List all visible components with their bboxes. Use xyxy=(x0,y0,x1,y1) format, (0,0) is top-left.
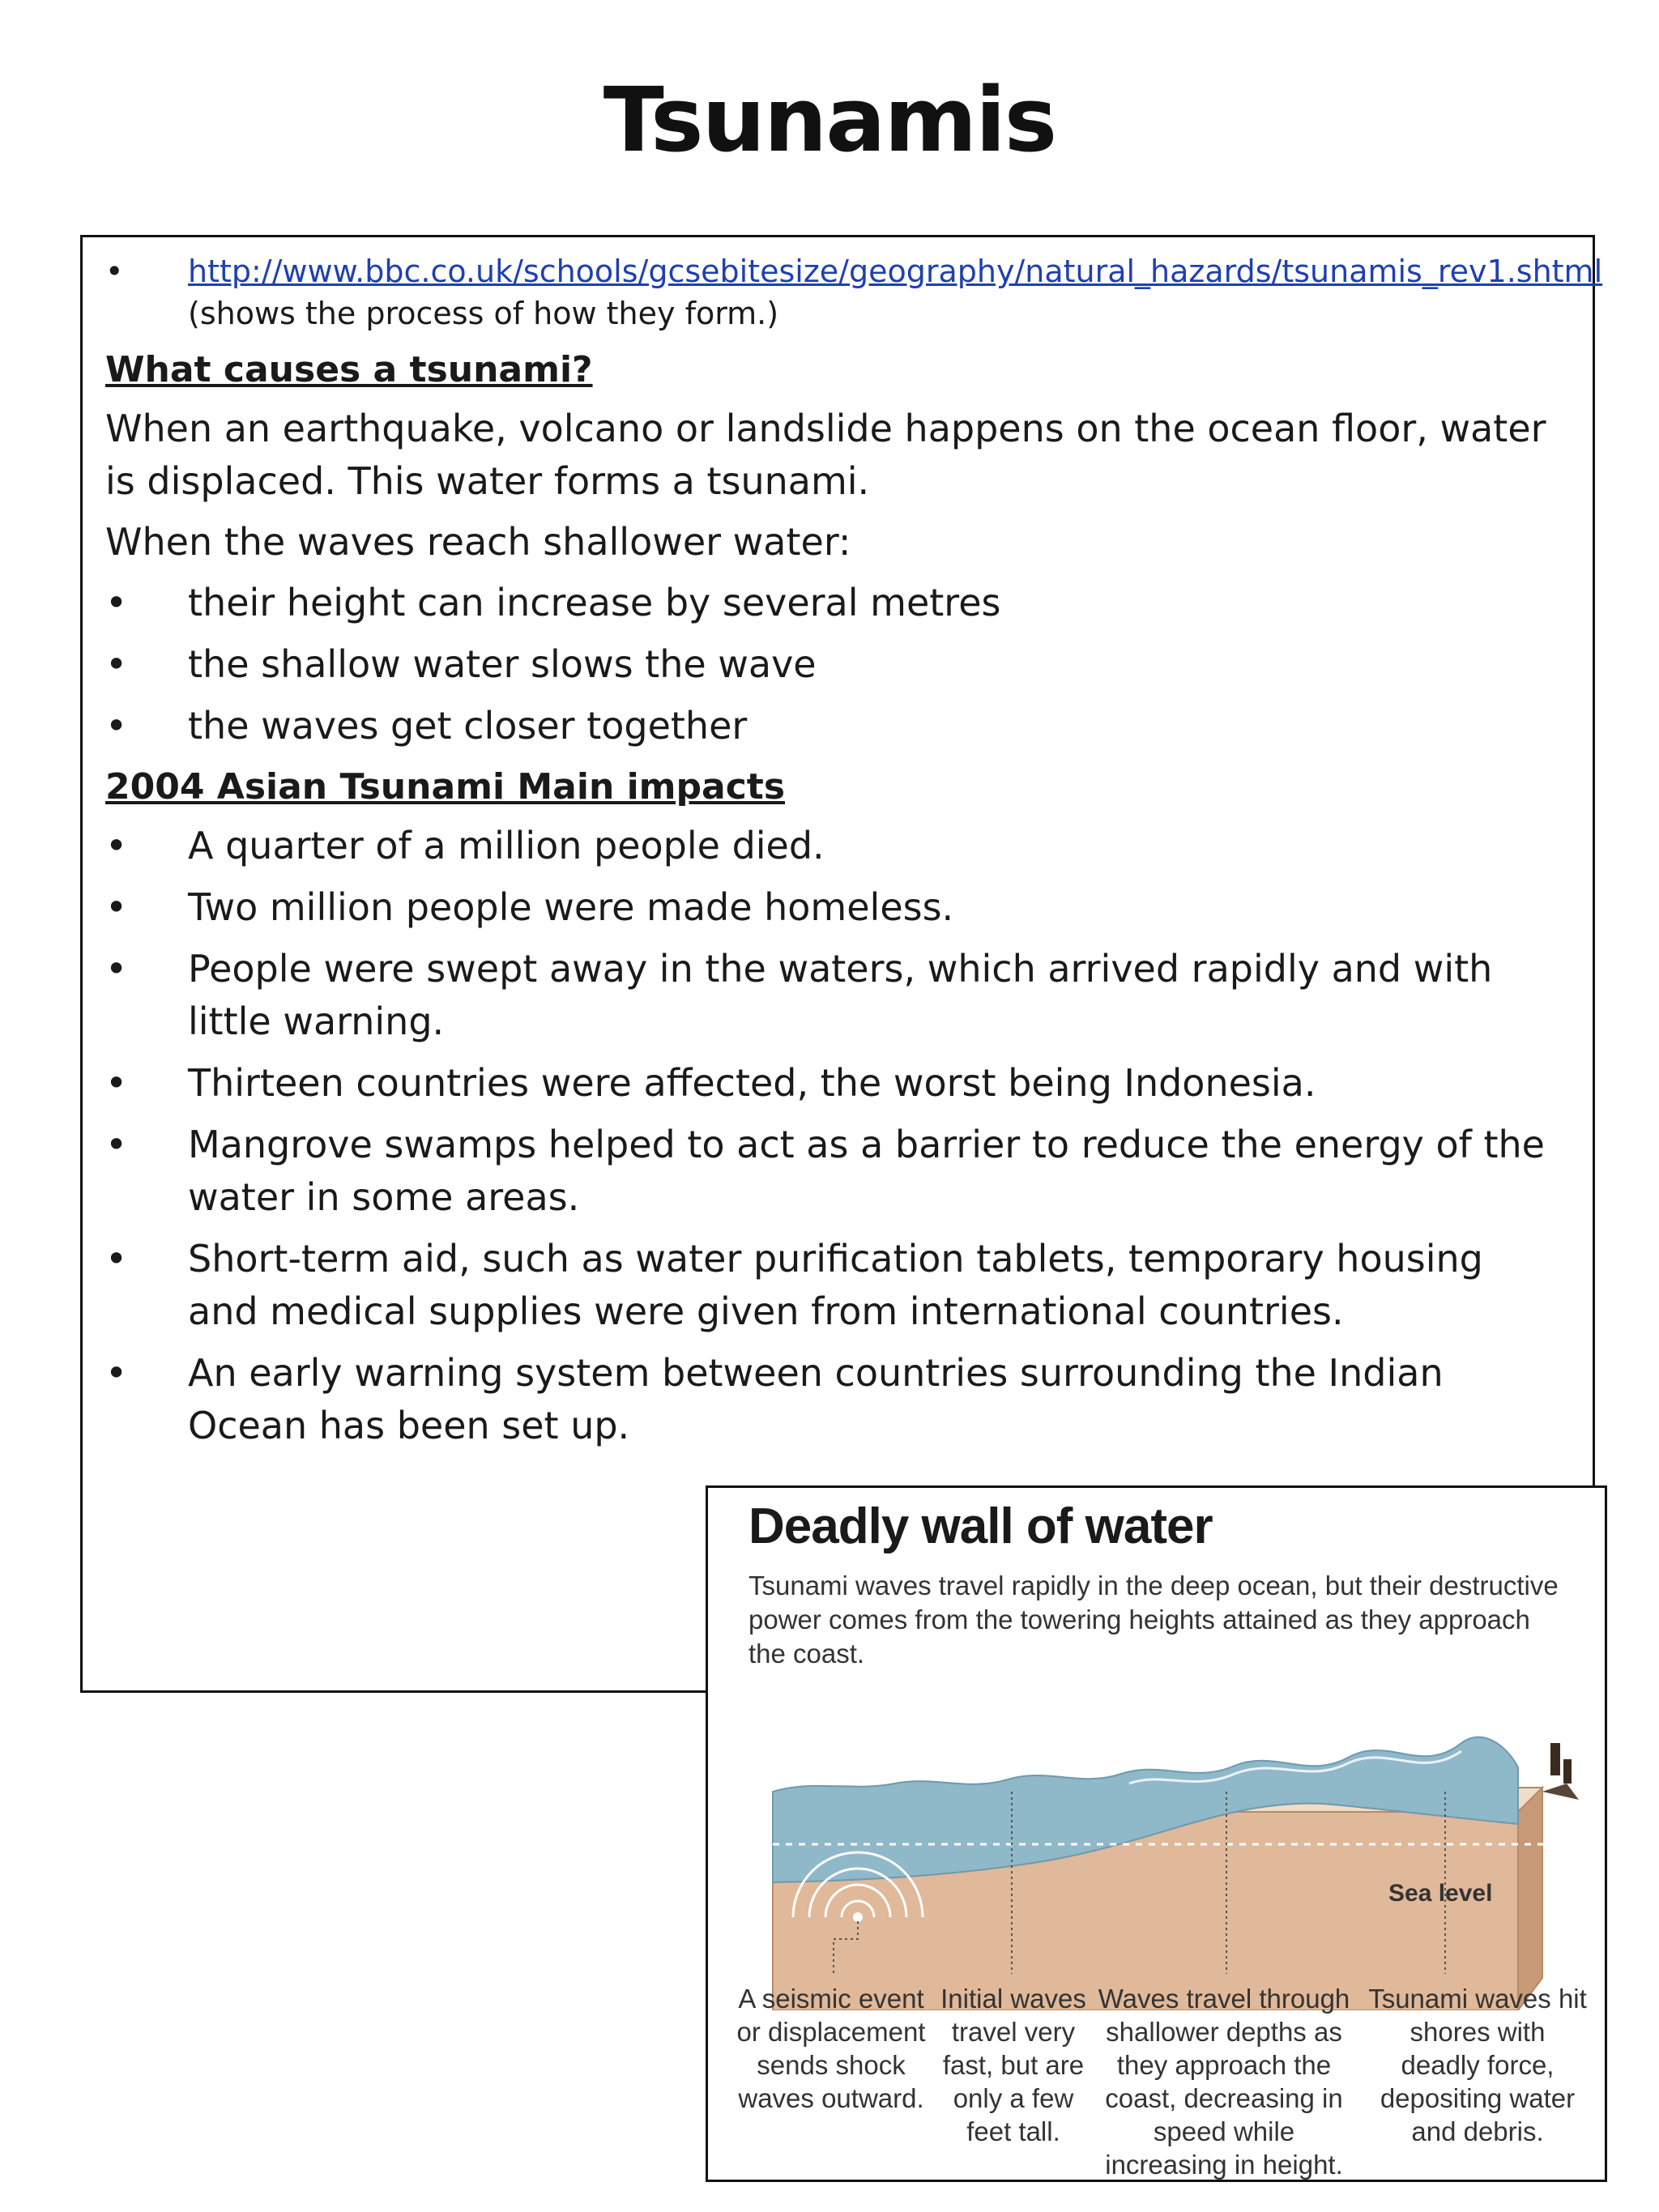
impact-text: Two million people were made homeless. xyxy=(188,885,954,929)
list-item xyxy=(105,700,1560,752)
bullet-icon: • xyxy=(105,254,124,289)
list-item xyxy=(105,577,1560,629)
impact-text: An early warning system between countries surrounding the Indian Ocean has been set up. xyxy=(188,1351,1444,1447)
link-bullet xyxy=(105,250,1603,335)
list-item xyxy=(105,1347,1560,1452)
caption-initial-waves: Initial waves travel very fast, but are only a few feet tall. xyxy=(940,1984,1086,2146)
impacts-heading: 2004 Asian Tsunami Main impacts xyxy=(105,766,786,808)
shoreline-debris xyxy=(1542,1743,1579,1800)
impact-text: People were swept away in the waters, which arrived rapidly and with little warning. xyxy=(188,947,1493,1043)
figure-subtitle: Tsunami waves travel rapidly in the deep ocean, but their destructive power comes from the towering heights attained as they approach the coast. xyxy=(748,1571,1559,1669)
bullet-icon: • xyxy=(105,642,128,686)
link-note: (shows the process of how they form.) xyxy=(188,296,779,331)
caption-seismic-event: A seismic event or displacement sends shock waves outward. xyxy=(736,1984,926,2113)
caption-shallower-depths: Waves travel through shallower depths as they approach the coast, decreasing in speed while increasing in height. xyxy=(1098,1984,1350,2180)
seabed-side-face xyxy=(1518,1788,1542,2010)
list-item xyxy=(105,1057,1560,1110)
bullet-icon: • xyxy=(105,704,128,748)
list-item xyxy=(105,881,1560,934)
causes-paragraph: When an earthquake, volcano or landslide happens on the ocean floor, water is displaced. This water forms a tsunami. xyxy=(105,407,1546,503)
bbc-bitesize-link[interactable]: http://www.bbc.co.uk/schools/gcsebitesize/geography/natural_hazards/tsunamis_rev1.shtml xyxy=(188,254,1603,289)
content-box xyxy=(80,235,1603,1693)
bullet-icon: • xyxy=(105,581,128,624)
impact-text: Mangrove swamps helped to act as a barrier to reduce the energy of the water in some areas. xyxy=(188,1123,1545,1219)
impact-text: Thirteen countries were affected, the worst being Indonesia. xyxy=(188,1061,1316,1105)
bullet-icon: • xyxy=(105,885,128,929)
list-item xyxy=(105,638,1560,691)
shallow-point-text: their height can increase by several metres xyxy=(188,581,1001,624)
shallow-point-text: the shallow water slows the wave xyxy=(188,642,817,686)
shallow-water-intro: When the waves reach shallower water: xyxy=(105,520,851,564)
shallow-point-text: the waves get closer together xyxy=(188,704,748,748)
caption-shore-impact: Tsunami waves hit shores with deadly force, depositing water and debris. xyxy=(1368,1984,1587,2146)
impact-text: A quarter of a million people died. xyxy=(188,824,825,867)
bullet-icon: • xyxy=(105,1237,128,1281)
causes-heading: What causes a tsunami? xyxy=(105,349,593,390)
bullet-icon: • xyxy=(105,1123,128,1166)
page-title: Tsunamis xyxy=(603,68,1056,172)
bullet-icon: • xyxy=(105,947,128,991)
bullet-icon: • xyxy=(105,1351,128,1395)
figure-title: Deadly wall of water xyxy=(748,1498,1213,1554)
tsunami-diagram-figure xyxy=(706,1485,1607,2182)
bullet-icon: • xyxy=(105,824,128,867)
impact-text: Short-term aid, such as water purification tablets, temporary housing and medical supplies were given from international countries. xyxy=(188,1237,1483,1333)
content-body xyxy=(105,250,1603,1461)
list-item xyxy=(105,1119,1560,1224)
sea-level-label: Sea level xyxy=(1388,1880,1493,1907)
bullet-icon: • xyxy=(105,1061,128,1105)
list-item xyxy=(105,943,1560,1048)
list-item xyxy=(105,820,1560,872)
list-item xyxy=(105,1233,1560,1338)
tsunami-cross-section-diagram xyxy=(708,1670,1605,2010)
